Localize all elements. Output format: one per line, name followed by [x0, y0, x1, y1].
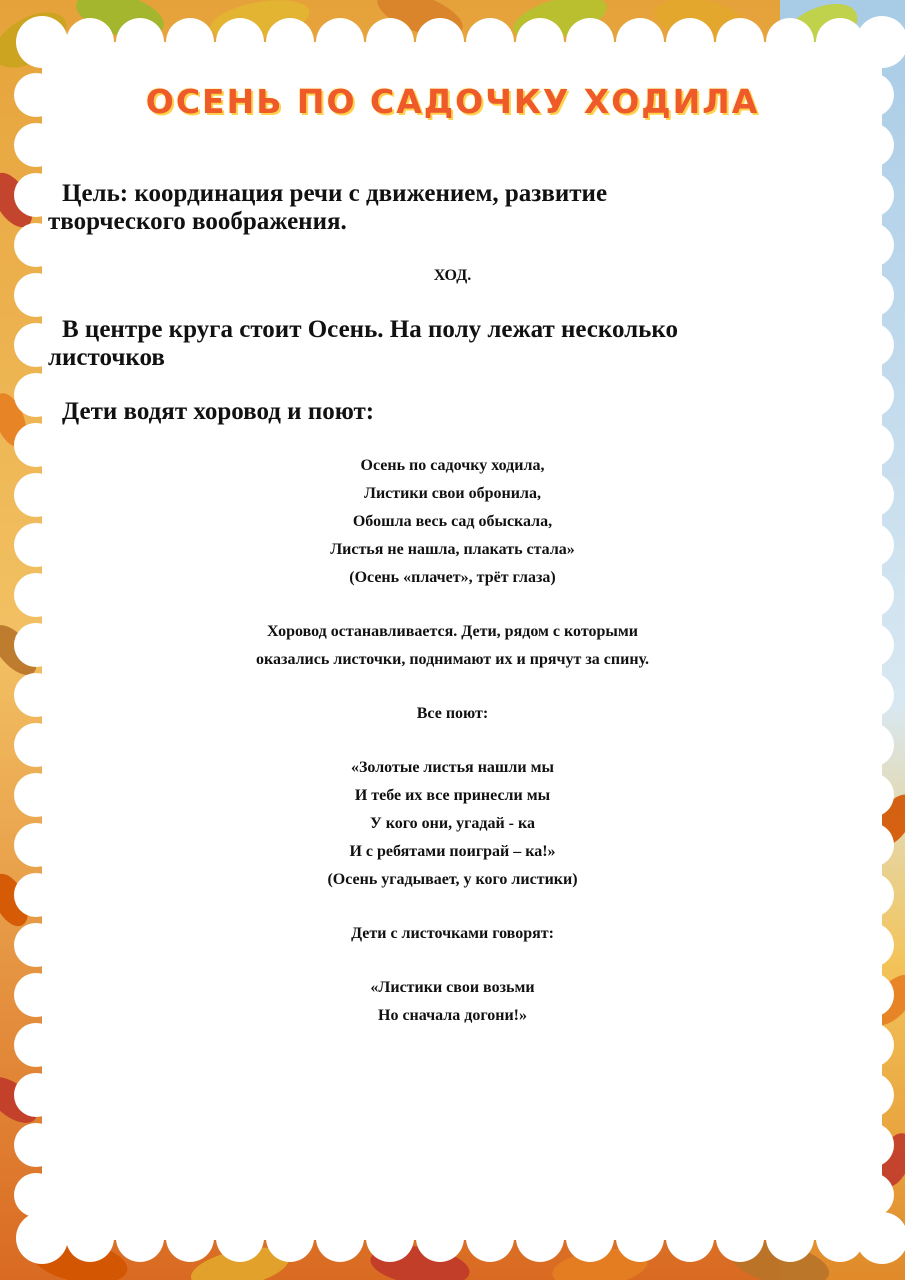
song2-line: «Золотые листья нашли мы — [350, 759, 555, 776]
intro-line-2: листочков — [48, 344, 165, 371]
page-title: ОСЕНЬ ПО САДОЧКУ ХОДИЛА — [145, 82, 760, 121]
all-sing-heading: Все поют: — [416, 705, 489, 722]
song1-line: Листики свои обронила, — [364, 485, 541, 502]
stop-line-1: Хоровод останавливается. Дети, рядом с которыми — [267, 623, 638, 640]
song2-line: И с ребятами поиграй – ка!» — [349, 843, 556, 860]
song2-line: (Осень угадывает, у кого листики) — [327, 871, 578, 888]
song1-line: Листья не нашла, плакать стала» — [330, 541, 575, 558]
song3-line: «Листики свои возьми — [370, 979, 535, 996]
children-say-heading: Дети с листочками говорят: — [351, 925, 554, 942]
intro-line-1: В центре круга стоит Осень. На полу лежат несколько — [62, 316, 678, 343]
song2-line: И тебе их все принесли мы — [354, 787, 551, 804]
goal-line-1: Цель: координация речи с движением, развитие — [62, 180, 608, 207]
round-dance-intro: Дети водят хоровод и поют: — [62, 398, 375, 425]
song2-line: У кого они, угадай - ка — [370, 815, 535, 832]
song1-line: Обошла весь сад обыскала, — [352, 513, 553, 530]
song1-line: (Осень «плачет», трёт глаза) — [349, 569, 556, 586]
stop-line-2: оказались листочки, поднимают их и прячут за спину. — [256, 651, 649, 668]
song3-line: Но сначала догони!» — [378, 1007, 527, 1024]
song1-line: Осень по садочку ходила, — [360, 457, 545, 474]
section-heading-move: ХОД. — [433, 267, 472, 284]
goal-line-2: творческого воображения. — [48, 208, 347, 235]
